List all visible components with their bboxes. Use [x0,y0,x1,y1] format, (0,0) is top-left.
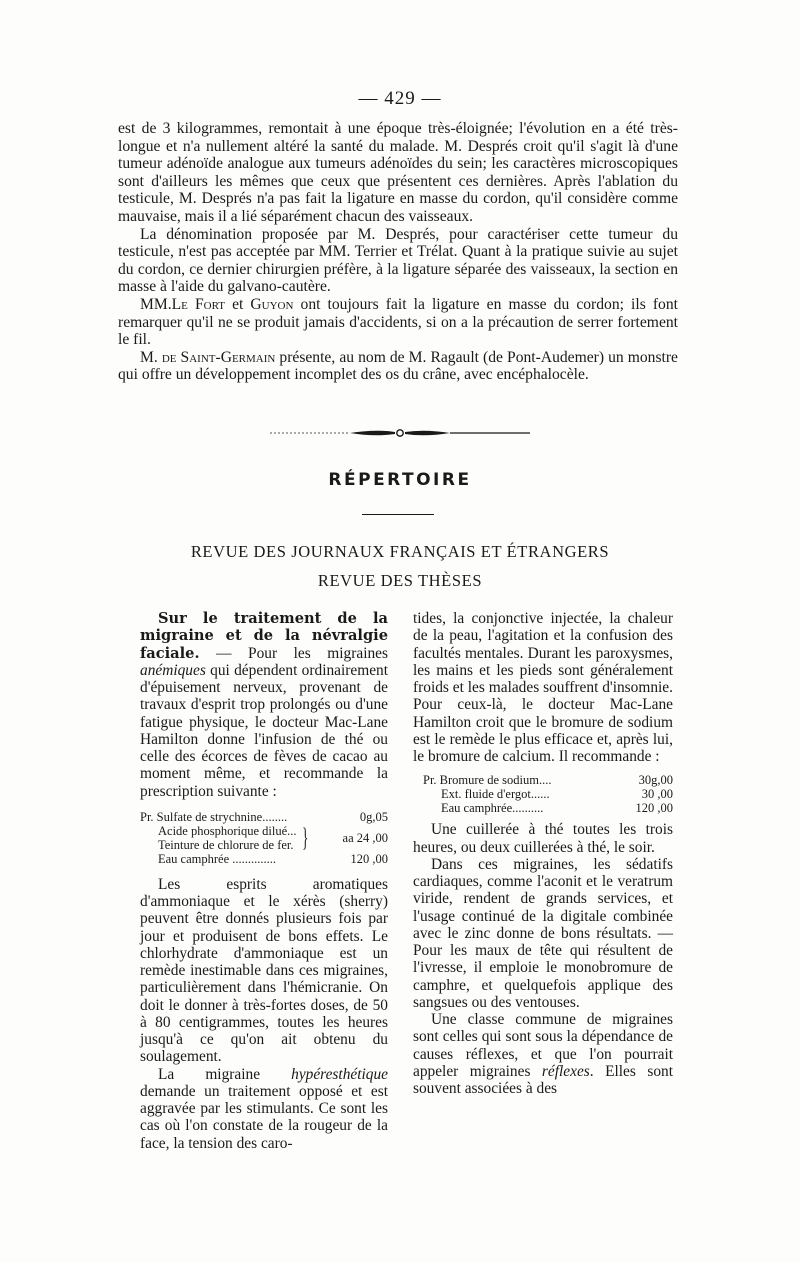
text-run: M. [140,348,162,366]
text-run: . Elles sont souvent associées à des [413,1062,673,1097]
person-name: Guyon [250,295,294,313]
paragraph: est de 3 kilogrammes, remontait à une époque très-éloignée; l'évolution en a été très-longue et n'a nullement altéré la santé du malade. M. Després croit qu'il s'agit là d'une tumeur adénoïde analogue aux tumeurs adénoïdes du sein; les caractères microscopiques sont d'ailleurs les mêmes que ceux que présentent ces dernières. Après l'ablation du testicule, M. Després n'a pas fait la ligature en masse du cordon, qu'il considère comme mauvaise, mais il a lié séparément chacun des vaisseaux. [118,120,678,225]
paragraph: Une cuillerée à thé toutes les trois heures, ou deux cuillerées à thé, le soir. [413,821,673,856]
quantity: 30 ,00 [641,787,673,802]
page-number: — 429 — [358,88,442,109]
emphasis: réflexes [541,1062,590,1080]
prescription [140,810,388,866]
text-run: MM. [140,295,172,313]
paragraph [118,349,678,384]
quantity: 30g,00 [638,773,673,788]
text-run: La migraine [158,1065,292,1083]
ingredient: Teinture de chlorure de fer. [158,837,294,852]
ingredient: Pr. Bromure de sodium.... [423,773,552,788]
text-run: Une classe commune de migraines sont celles qui sont sous la dépendance de causes réflexes, et que l'on pourrait appeler migraines [413,1011,673,1080]
quantity: 120 ,00 [635,801,673,816]
ingredient: Eau camphrée.......... [441,801,544,816]
prescription-row [423,787,673,801]
brace-icon: } [301,822,308,852]
section-subtitle: REVUE DES JOURNAUX FRANÇAIS ET ÉTRANGERS [190,542,610,561]
person-name: de Saint-Germain [161,348,276,366]
quantity: aa 24 ,00 [342,830,388,845]
text-run: qui dépendent ordinairement d'épuisement nerveux, provenant de travaux d'esprit trop prolongés ou d'une fatigue physique, le docteur Mac-Lane Hamilton donne l'infusion de thé ou celle des écorces de fèves de cacao au moment même, et recommande la prescription suivante : [140,661,388,800]
prescription-row [140,810,388,824]
person-name: Le Fort [171,295,225,313]
prescription [423,773,673,815]
left-column [140,610,388,1152]
text-run: demande un traitement opposé et est aggravée par les stimulants. Ce sont les cas où l'on constate de la rougeur de la face, la tension des caro- [140,1082,388,1152]
paragraph [140,610,388,800]
paragraph: Dans ces migraines, les sédatifs cardiaques, comme l'aconit et le veratrum viride, rendent de grands services, et l'usage continué de la digitale combinée avec le zinc donne de bons résultats. — Pour les maux de tête qui résultent de l'ivresse, il emploie le monobromure de camphre, et quelquefois applique des sangsues ou des ventouses. [413,855,673,1011]
ingredient: Acide phosphorique dilué... [158,823,297,838]
paragraph [140,1066,388,1152]
right-column [413,610,673,1097]
text-run: ont toujours fait la ligature en masse du cordon; ils font remarquer qu'il ne se produit jamais d'accidents, si on a la précaution de serrer fortement le fil. [118,295,678,349]
emphasis: anémiques [140,661,206,679]
ingredient: Ext. fluide d'ergot...... [441,787,550,802]
title-rule [362,514,434,515]
prescription-row [423,801,673,815]
prescription-row [423,773,673,787]
ingredient: Pr. Sulfate de strychnine........ [140,809,288,824]
paragraph: Les esprits aromatiques d'ammoniaque et le xérès (sherry) peuvent être donnés plusieurs fois par jour et produisent de bons effets. Le chlorhydrate d'ammoniaque est un remède inestimable dans ces migraines, particulièrement dans l'hémicranie. On doit le donner à très-fortes doses, de 50 à 80 centigrammes, toutes les heures jusqu'à ce qu'on ait obtenu du soulagement. [140,875,388,1066]
quantity: 0g,05 [359,809,388,824]
emphasis: hypéresthétique [291,1065,388,1083]
paragraph: La dénomination proposée par M. Després, pour caractériser cette tumeur du testicule, n'est pas acceptée par MM. Terrier et Trélat. Quant à la pratique suivie au sujet du cordon, ce dernier chirurgien préfère, à la ligature séparée des vaisseaux, la section en masse à l'aide du galvano-cautère. [118,225,678,296]
prescription-row [140,852,388,866]
top-text-block [118,120,678,384]
section-title: RÉPERTOIRE [328,470,472,490]
paragraph: tides, la conjonctive injectée, la chaleur de la peau, l'agitation et la confusion des facultés mentales. Durant les paroxysmes, les mains et les pieds sont généralement froids et les malades souffrent d'insomnie. Pour ceux-là, le docteur Mac-Lane Hamilton croit que le bromure de sodium est le remède le plus efficace et, après lui, le bromure de calcium. Il recommande : [413,610,673,765]
text-run: présente, au nom de M. Ragault (de Pont-Audemer) un monstre qui offre un développement incomplet des os du crâne, avec encéphalocèle. [118,348,678,384]
quantity: 120 ,00 [350,851,388,866]
text-run: et [224,295,251,313]
ingredient: Eau camphrée .............. [158,851,277,866]
prescription-group [140,824,388,852]
paragraph [118,296,678,349]
ornamental-divider [270,425,530,441]
section-subtitle: REVUE DES THÈSES [317,571,483,590]
article-heading: Sur le traitement de la migraine et de la névralgie faciale. [140,610,388,662]
paragraph [413,1011,673,1097]
text-run: — Pour les migraines [199,644,388,662]
